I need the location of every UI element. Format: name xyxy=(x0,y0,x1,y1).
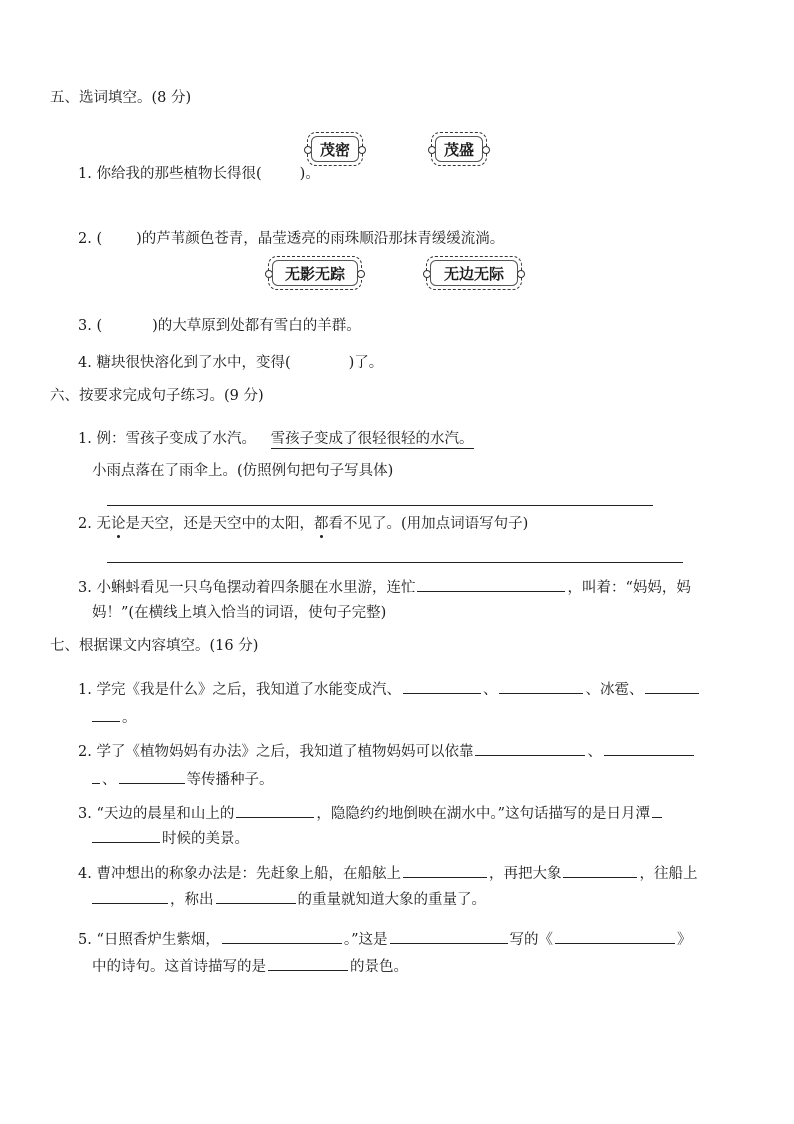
q-text: 4. 糖块很快溶化到了水中，变得( xyxy=(78,355,291,371)
s7-q2-line2 xyxy=(92,768,274,790)
q-text: 等传播种子。 xyxy=(186,772,274,788)
section-6-title: 六、按要求完成句子练习。(9 分) xyxy=(50,388,264,404)
s5-question-1 xyxy=(78,164,320,184)
q-text: 、 xyxy=(587,744,602,760)
word-tag-wuyingwuzong xyxy=(268,256,362,290)
s7-question-4 xyxy=(78,862,697,884)
example-answer: 雪孩子变成了很轻很轻的水汽。 xyxy=(270,431,474,447)
word-tag-maomi xyxy=(307,132,363,166)
q-text: 3. “天边的晨星和山上的 xyxy=(78,806,235,822)
answer-blank[interactable] xyxy=(403,678,481,694)
answer-blank[interactable] xyxy=(268,955,348,971)
word-tag-text: 无影无踪 xyxy=(284,264,345,283)
s5-question-2 xyxy=(78,229,504,249)
answer-blank[interactable] xyxy=(222,928,342,944)
q-text: ，再把大象 xyxy=(488,866,562,882)
s6-question-3 xyxy=(78,576,691,598)
q-text: 。 xyxy=(122,710,137,726)
q-text: ，隐隐约约地倒映在湖水中。”这句话描写的是日月潭 xyxy=(316,806,651,822)
q-text: 3. ( xyxy=(78,318,103,334)
s7-q3-line2 xyxy=(92,827,249,849)
q-text: ，称出 xyxy=(170,892,214,908)
q-text: 是天空，还是天空中的太阳， xyxy=(125,516,314,532)
q-text: )的芦苇颜色苍青，晶莹透亮的雨珠顺沿那抹青缓缓流淌。 xyxy=(136,231,505,247)
answer-line[interactable] xyxy=(107,505,653,506)
q-text: 5. “日照香炉生紫烟， xyxy=(78,932,220,948)
s7-q1-line2 xyxy=(92,706,137,728)
example-label: 1. 例：雪孩子变成了水汽。 xyxy=(78,431,256,447)
q-text: 。”这是 xyxy=(343,932,388,948)
answer-blank[interactable] xyxy=(563,862,637,878)
answer-blank[interactable] xyxy=(216,888,296,904)
q-text: 、 xyxy=(482,682,498,698)
q-text: 2. 学了《植物妈妈有办法》之后，我知道了植物妈妈可以依靠 xyxy=(78,744,474,760)
word-tag-maosheng xyxy=(431,132,487,166)
answer-blank[interactable] xyxy=(92,768,100,784)
s6-q1-task: 小雨点落在了雨伞上。(仿照例句把句子写具体) xyxy=(92,463,394,479)
answer-blank[interactable] xyxy=(390,928,508,944)
q-text: )的大草原到处都有雪白的羊群。 xyxy=(152,318,361,334)
answer-blank[interactable] xyxy=(555,928,675,944)
section-5-title: 五、选词填空。(8 分) xyxy=(50,90,192,106)
answer-blank[interactable] xyxy=(475,740,585,756)
s7-question-3 xyxy=(78,802,664,824)
word-tag-text: 无边无际 xyxy=(443,264,504,283)
s5-question-4 xyxy=(78,353,383,373)
answer-blank[interactable] xyxy=(652,802,662,818)
q-text: 、冰雹、 xyxy=(585,682,644,698)
q-text: 1. 你给我的那些植物长得很( xyxy=(78,166,262,182)
q-text: 中的诗句。这首诗描写的是 xyxy=(92,959,266,975)
answer-blank[interactable] xyxy=(92,888,168,904)
q-text: 写的《 xyxy=(509,932,554,948)
dotted-word: 都 xyxy=(313,516,329,532)
q-text: 2. 无 xyxy=(78,516,111,532)
q-text: 2. ( xyxy=(78,231,103,247)
s5-question-3 xyxy=(78,316,361,336)
q-text: 时候的美景。 xyxy=(162,831,249,847)
q-text: 3. 小蝌蚪看见一只乌龟摆动着四条腿在水里游，连忙 xyxy=(78,580,416,596)
s6-q3-line2: 妈！”(在横线上填入恰当的词语，使句子完整) xyxy=(92,605,387,621)
q-text: ，往船上 xyxy=(639,866,698,882)
word-tag-wubianwuji xyxy=(426,256,522,290)
q-text: ，叫着：“妈妈，妈 xyxy=(567,580,691,596)
section-7-title: 七、根据课文内容填空。(16 分) xyxy=(50,638,259,654)
dotted-word: 论 xyxy=(110,516,126,532)
q-text: )。 xyxy=(299,166,320,182)
q-text: 、 xyxy=(102,772,117,788)
answer-blank[interactable] xyxy=(417,576,565,592)
q-text: 》 xyxy=(677,932,692,948)
s7-question-5 xyxy=(78,928,692,950)
s7-question-1 xyxy=(78,678,701,700)
answer-blank[interactable] xyxy=(236,802,314,818)
answer-blank[interactable] xyxy=(92,706,120,722)
q-text: 的重量就知道大象的重量了。 xyxy=(297,892,486,908)
q-text: 1. 学完《我是什么》之后，我知道了水能变成汽、 xyxy=(78,682,401,698)
answer-blank[interactable] xyxy=(499,678,583,694)
q-text: )了。 xyxy=(348,355,384,371)
s7-q4-line2 xyxy=(92,888,486,910)
q-text: 的景色。 xyxy=(350,959,408,975)
word-tag-text: 茂盛 xyxy=(443,140,474,159)
answer-blank[interactable] xyxy=(92,827,160,843)
q-text: 看不见了。(用加点词语写句子) xyxy=(328,516,529,532)
s7-q5-line2 xyxy=(92,955,408,977)
s6-question-2 xyxy=(78,514,528,534)
s6-question-1 xyxy=(78,429,474,449)
answer-line[interactable] xyxy=(107,562,683,563)
answer-blank[interactable] xyxy=(604,740,694,756)
q-text: 4. 曹冲想出的称象办法是：先赶象上船，在船舷上 xyxy=(78,866,401,882)
answer-blank[interactable] xyxy=(645,678,699,694)
answer-blank[interactable] xyxy=(403,862,487,878)
answer-blank[interactable] xyxy=(119,768,185,784)
s7-question-2 xyxy=(78,740,696,762)
word-tag-text: 茂密 xyxy=(319,140,350,159)
